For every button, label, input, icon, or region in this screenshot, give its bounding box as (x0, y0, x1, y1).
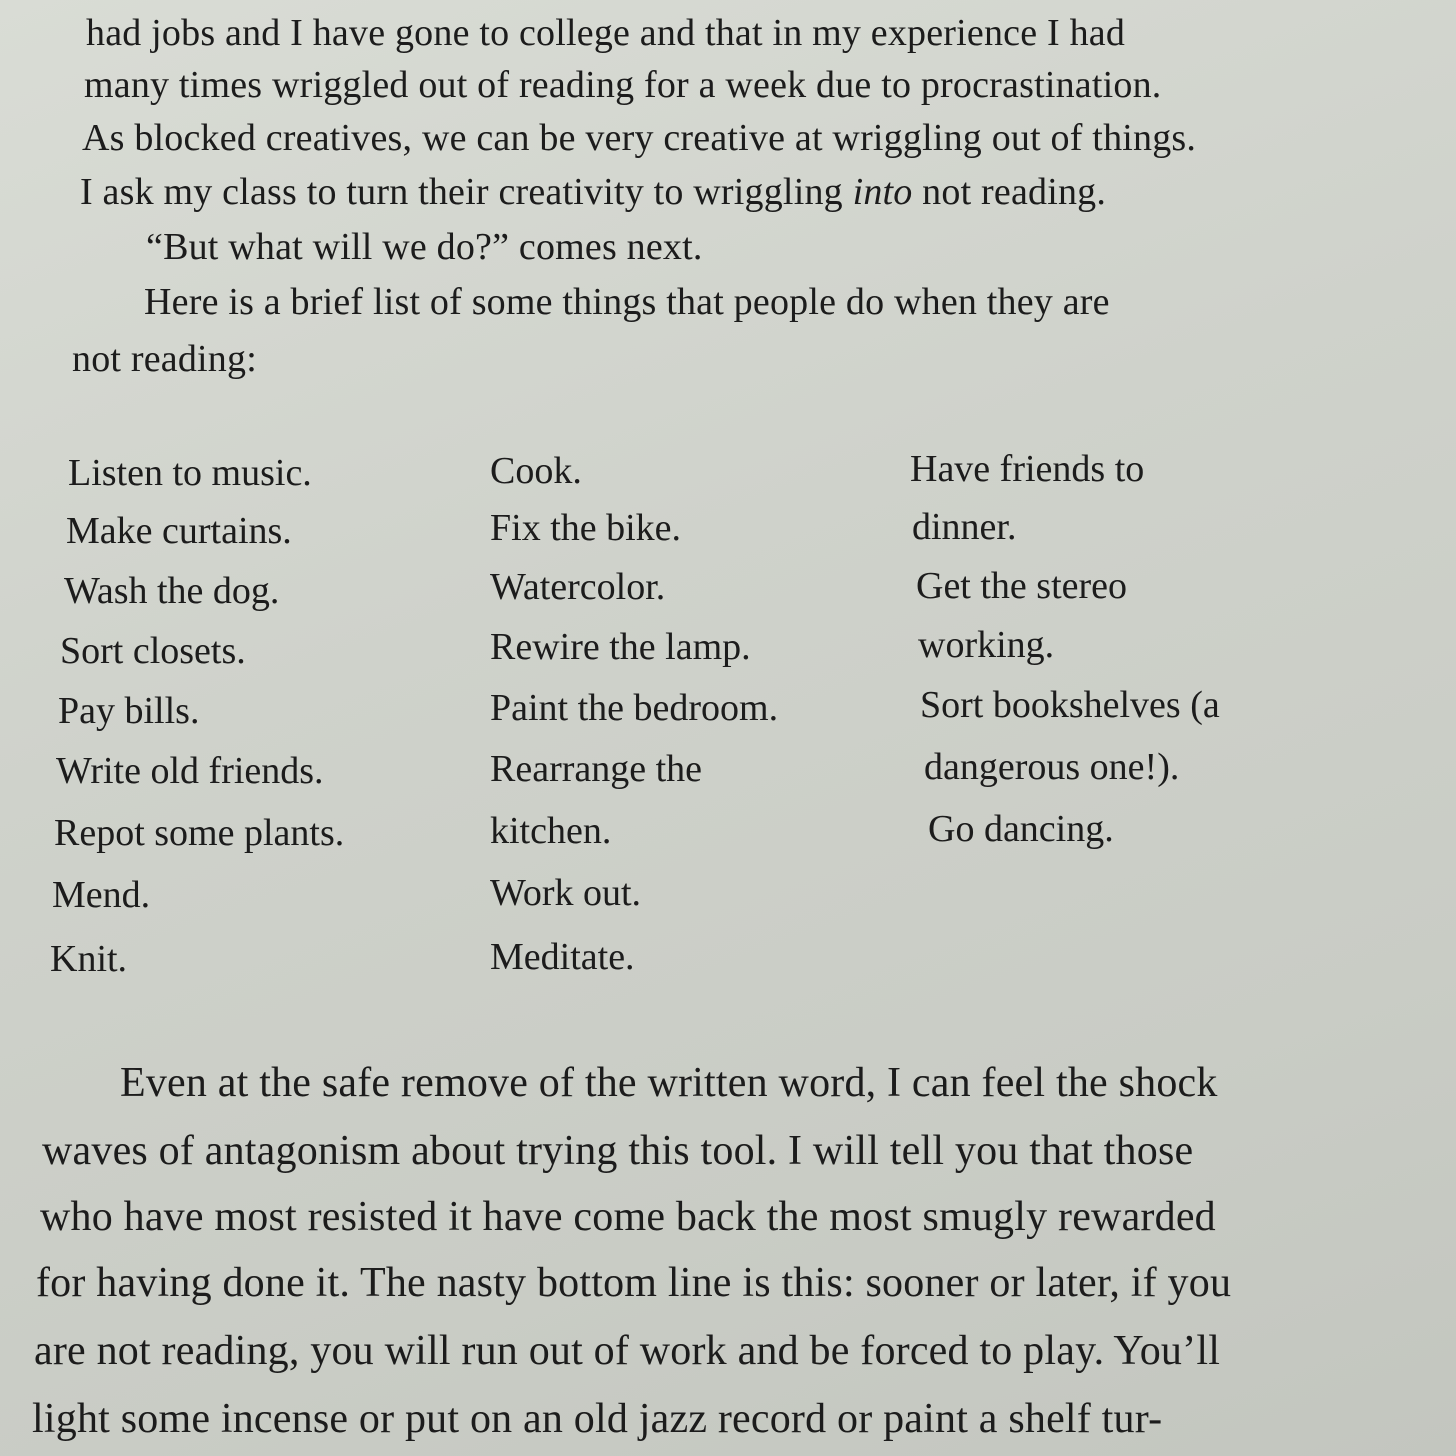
list-item: Listen to music. (68, 452, 312, 494)
list-item: Have friends to (910, 448, 1145, 490)
line-4-start: I ask my class to turn their creativity to wriggling (80, 171, 853, 213)
closing-paragraph-line-5: are not reading, you will run out of work and be forced to play. You’ll (34, 1328, 1221, 1374)
list-item: Rearrange the (490, 748, 703, 790)
list-item: Wash the dog. (64, 570, 280, 612)
list-item: dinner. (912, 506, 1017, 548)
list-item: Cook. (490, 450, 582, 492)
list-item: Write old friends. (56, 750, 324, 792)
closing-paragraph-line-2: waves of antagonism about trying this tool. I will tell you that those (42, 1128, 1194, 1174)
list-item: Get the stereo (916, 565, 1128, 607)
closing-paragraph-line-4: for having done it. The nasty bottom line is this: sooner or later, if you (36, 1260, 1232, 1306)
list-item: Knit. (50, 938, 128, 980)
top-paragraph-line-2: many times wriggled out of reading for a week due to procrastination. (84, 64, 1162, 106)
question-line: “But what will we do?” comes next. (146, 226, 703, 268)
list-item: Watercolor. (490, 566, 666, 608)
list-item: Work out. (490, 872, 642, 914)
list-item: dangerous one!). (924, 746, 1180, 788)
list-item: working. (918, 624, 1055, 666)
list-item: Mend. (52, 874, 151, 916)
line-4-end: not reading. (912, 171, 1107, 213)
list-item: Fix the bike. (490, 507, 682, 549)
closing-paragraph-line-6: light some incense or put on an old jazz record or paint a shelf tur- (32, 1396, 1163, 1442)
emphasized-word: into (852, 171, 913, 213)
top-paragraph-line-3: As blocked creatives, we can be very creative at wriggling out of things. (82, 117, 1197, 159)
closing-paragraph-line-1: Even at the safe remove of the written word, I can feel the shock (120, 1060, 1218, 1106)
list-item: kitchen. (490, 810, 612, 852)
list-item: Rewire the lamp. (490, 626, 751, 668)
list-item: Sort closets. (60, 630, 246, 672)
intro-line-2: not reading: (72, 338, 257, 380)
list-item: Meditate. (490, 936, 635, 978)
list-item: Make curtains. (66, 510, 292, 552)
top-paragraph-line-4 (80, 173, 1106, 211)
intro-line-1: Here is a brief list of some things that people do when they are (144, 281, 1110, 323)
list-item: Go dancing. (928, 808, 1114, 850)
list-item: Repot some plants. (54, 812, 345, 854)
list-item: Pay bills. (58, 690, 200, 732)
closing-paragraph-line-3: who have most resisted it have come back the most smugly rewarded (40, 1194, 1216, 1240)
list-item: Sort bookshelves (a (920, 684, 1220, 726)
list-item: Paint the bedroom. (490, 687, 779, 729)
top-paragraph-line-1: had jobs and I have gone to college and that in my experience I had (86, 12, 1126, 54)
